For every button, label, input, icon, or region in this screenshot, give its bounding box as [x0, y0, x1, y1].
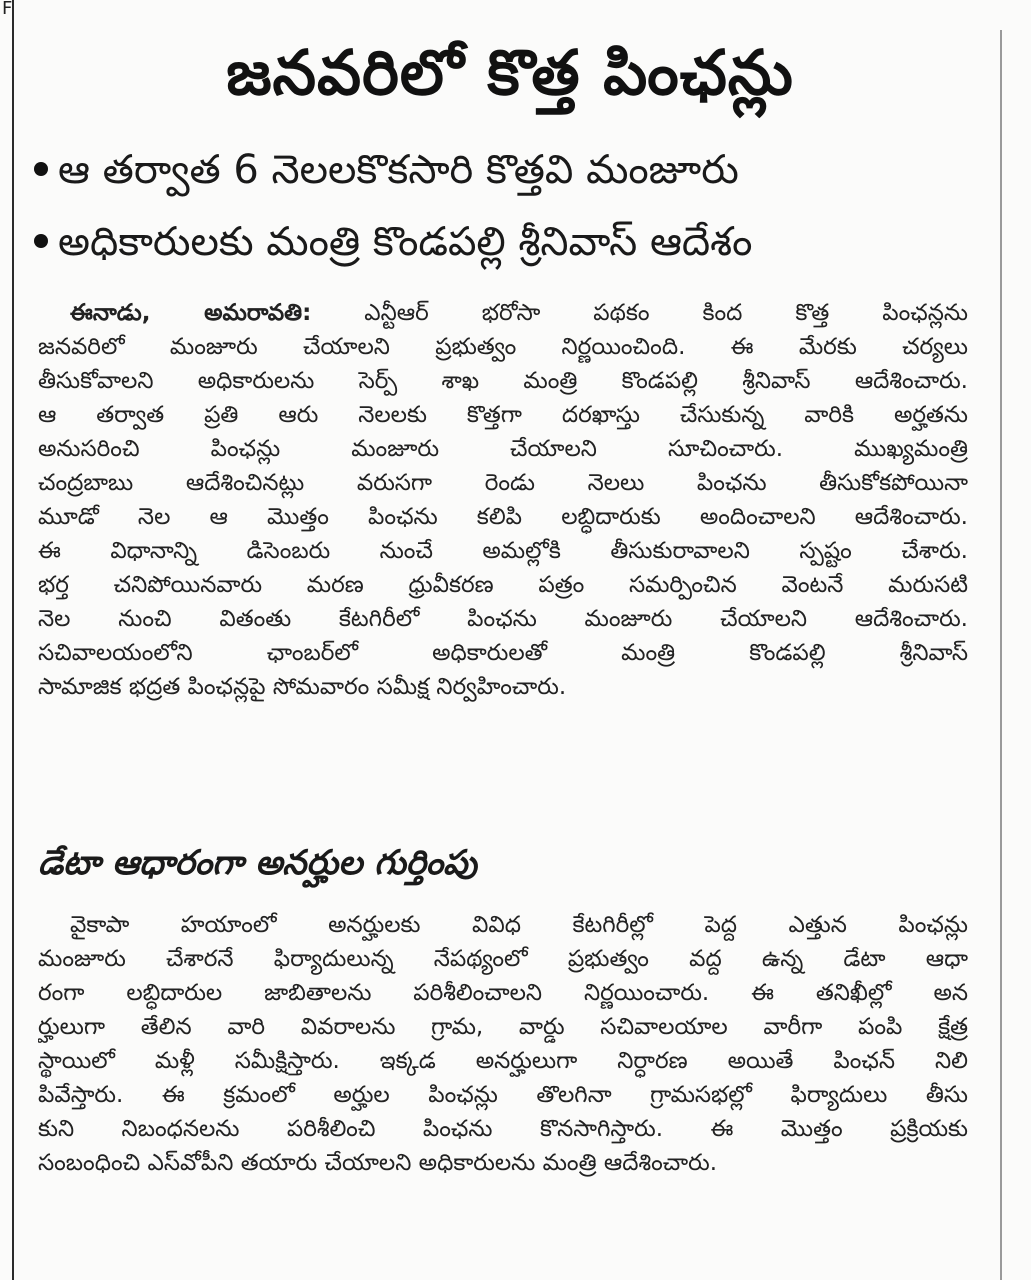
paragraph-line: సామాజిక భద్రత పింఛన్లపై సోమవారం సమీక్ష నిర్వహించారు.	[38, 674, 567, 700]
paragraph-line-text: ఎన్టీఆర్ భరోసా పథకం కింద కొత్త పింఛన్లను	[364, 300, 968, 326]
paragraph-line: భర్త చనిపోయినవారు మరణ ధ్రువీకరణ పత్రం సమర్పించిన వెంటనే మరుసటి	[38, 572, 968, 598]
paragraph-line: ఆ తర్వాత ప్రతి ఆరు నెలలకు కొత్తగా దరఖాస్తు చేసుకున్న వారికి అర్హతను	[38, 402, 968, 428]
subheadline-2	[30, 214, 990, 270]
body-paragraph-1	[38, 296, 968, 704]
paragraph-line: మూడో నెల ఆ మొత్తం పింఛను కలిపి లబ్ధిదారుకు అందించాలని ఆదేశించారు.	[38, 504, 968, 530]
paragraph-line: తీసుకోవాలని అధికారులను సెర్ప్ శాఖ మంత్రి కొండపల్లి శ్రీనివాస్ ఆదేశించారు.	[38, 368, 968, 394]
section-heading: డేటా ఆధారంగా అనర్హుల గుర్తింపు	[38, 843, 478, 883]
subheadline-1	[30, 142, 990, 198]
paragraph-line: వైకాపా హయాంలో అనర్హులకు వివిధ కేటగిరీల్లో పెద్ద ఎత్తున పింఛన్లు	[70, 912, 968, 938]
left-column-rule	[12, 0, 14, 1280]
subheadline-text: ఆ తర్వాత 6 నెలలకొకసారి కొత్తవి మంజూరు	[58, 147, 739, 193]
paragraph-line: సంబంధించి ఎస్‌వోపీని తయారు చేయాలని అధికారులను మంత్రి ఆదేశించారు.	[38, 1150, 718, 1176]
paragraph-line: అనుసరించి పింఛన్లు మంజూరు చేయాలని సూచించారు. ముఖ్యమంత్రి	[38, 436, 968, 462]
paragraph-line	[38, 296, 968, 330]
bullet-icon	[34, 162, 48, 176]
paragraph-line: కుని నిబంధనలను పరిశీలించి పింఛను కొనసాగిస్తారు. ఈ మొత్తం ప్రక్రియకు	[38, 1116, 968, 1142]
paragraph-line: జనవరిలో మంజూరు చేయాలని ప్రభుత్వం నిర్ణయించింది. ఈ మేరకు చర్యలు	[38, 334, 968, 360]
paragraph-line: ర్హులుగా తేలిన వారి వివరాలను గ్రామ, వార్డు సచివాలయాల వారీగా పంపి క్షేత్ర	[38, 1014, 968, 1040]
paragraph-line: స్థాయిలో మళ్లీ సమీక్షిస్తారు. ఇక్కడ అనర్హులుగా నిర్ధారణ అయితే పింఛన్ నిలి	[38, 1048, 968, 1074]
right-column-rule	[1000, 30, 1002, 1280]
body-paragraph-2	[38, 908, 968, 1180]
paragraph-line: మంజూరు చేశారనే ఫిర్యాదులున్న నేపథ్యంలో ప్రభుత్వం వద్ద ఉన్న డేటా ఆధా	[38, 946, 968, 972]
bullet-icon	[34, 234, 48, 248]
paragraph-line: పివేస్తారు. ఈ క్రమంలో అర్హుల పింఛన్లు తొలగినా గ్రామసభల్లో ఫిర్యాదులు తీసు	[38, 1082, 968, 1108]
paragraph-line: రంగా లబ్ధిదారుల జాబితాలను పరిశీలించాలని నిర్ణయించారు. ఈ తనిఖీల్లో అన	[38, 980, 968, 1006]
subheadline-text: అధికారులకు మంత్రి కొండపల్లి శ్రీనివాస్ ఆదేశం	[58, 219, 753, 265]
corner-mark: F	[2, 0, 13, 19]
dateline: ఈనాడు, అమరావతి:	[70, 300, 312, 326]
headline: జనవరిలో కొత్త పింఛన్లు	[226, 36, 794, 109]
paragraph-line: సచివాలయంలోని ఛాంబర్‌లో అధికారులతో మంత్రి కొండపల్లి శ్రీనివాస్	[38, 640, 968, 666]
paragraph-line: చంద్రబాబు ఆదేశించినట్లు వరుసగా రెండు నెలలు పింఛను తీసుకోకపోయినా	[38, 470, 968, 496]
paragraph-line: ఈ విధానాన్ని డిసెంబరు నుంచే అమల్లోకి తీసుకురావాలని స్పష్టం చేశారు.	[38, 538, 968, 564]
paragraph-line: నెల నుంచి వితంతు కేటగిరీలో పింఛను మంజూరు చేయాలని ఆదేశించారు.	[38, 606, 968, 632]
